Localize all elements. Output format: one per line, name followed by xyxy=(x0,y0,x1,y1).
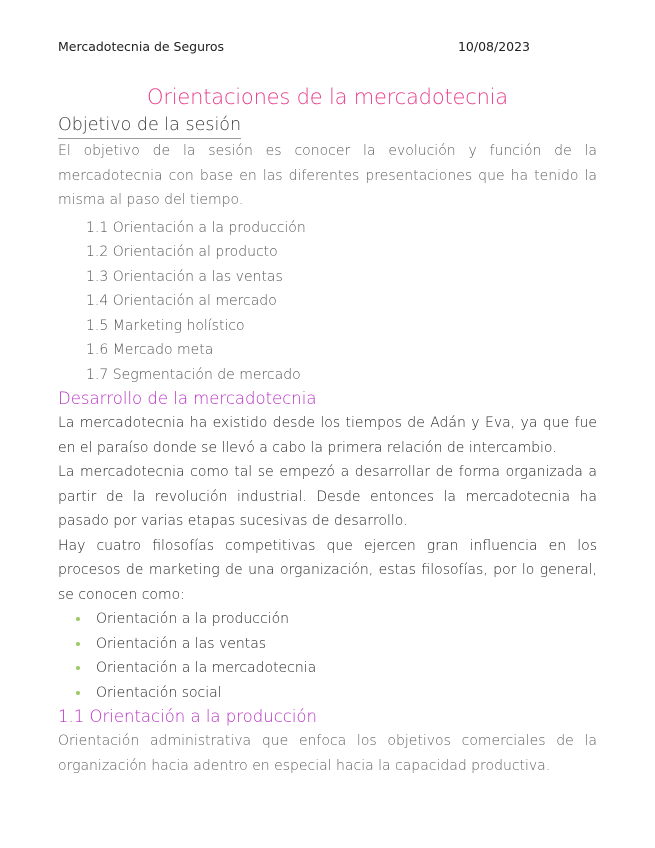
list-item xyxy=(76,681,597,706)
development-paragraph: La mercadotecnia ha existido desde los tiempos de Adán y Eva, ya que fue en el paraíso donde se llevó a cabo la primera relación de intercambio. xyxy=(58,415,597,456)
topic-item: 1.3 Orientación a las ventas xyxy=(86,268,283,285)
list-item xyxy=(76,632,597,657)
bullet-icon xyxy=(76,642,80,646)
page-title: Orientaciones de la mercadotecnia xyxy=(147,85,508,109)
objective-text: El objetivo de la sesión es conocer la evolución y función de la mercadotecnia con base en las diferentes presentaciones que ha tenido la misma al paso del tiempo. xyxy=(58,143,597,208)
header-date: 10/08/2023 xyxy=(457,39,530,54)
topic-item: 1.1 Orientación a la producción xyxy=(86,219,306,236)
list-item xyxy=(76,607,597,632)
production-section xyxy=(58,705,597,778)
topic-item: 1.2 Orientación al producto xyxy=(86,244,278,260)
topic-list xyxy=(58,216,597,388)
topic-item: 1.4 Orientación al mercado xyxy=(86,293,277,309)
production-text: Orientación administrativa que enfoca los objetivos comerciales de la organización hacia adentro en especial hacia la capacidad productiva. xyxy=(58,733,597,774)
list-item-label: Orientación a la producción xyxy=(96,611,290,627)
list-item-label: Orientación social xyxy=(96,684,222,701)
header-course: Mercadotecnia de Seguros xyxy=(58,39,225,54)
objective-section xyxy=(58,112,597,387)
topic-item: 1.7 Segmentación de mercado xyxy=(86,366,301,383)
list-item-label: Orientación a las ventas xyxy=(96,635,267,652)
topic-item: 1.5 Marketing holístico xyxy=(86,317,245,334)
production-heading: 1.1 Orientación a la producción xyxy=(58,707,317,726)
bullet-icon xyxy=(76,617,80,621)
philosophy-list xyxy=(58,607,597,705)
topic-item: 1.6 Mercado meta xyxy=(86,342,214,358)
development-section xyxy=(58,387,597,705)
development-paragraph: Hay cuatro filosofías competitivas que ejercen gran influencia en los procesos de marketing de una organización, estas filosofías, por lo general, se conocen como: xyxy=(58,537,597,603)
page-header xyxy=(58,36,597,58)
objective-heading: Objetivo de la sesión xyxy=(58,112,241,139)
bullet-icon xyxy=(76,691,80,695)
list-item xyxy=(76,656,597,681)
document-page xyxy=(58,36,597,778)
development-heading: Desarrollo de la mercadotecnia xyxy=(58,389,317,408)
development-paragraph: La mercadotecnia como tal se empezó a desarrollar de forma organizada a partir de la revolución industrial. Desde entonces la mercadotecnia ha pasado por varias etapas sucesivas de desarrollo. xyxy=(58,464,597,529)
list-item-label: Orientación a la mercadotecnia xyxy=(96,660,317,676)
bullet-icon xyxy=(76,666,80,670)
